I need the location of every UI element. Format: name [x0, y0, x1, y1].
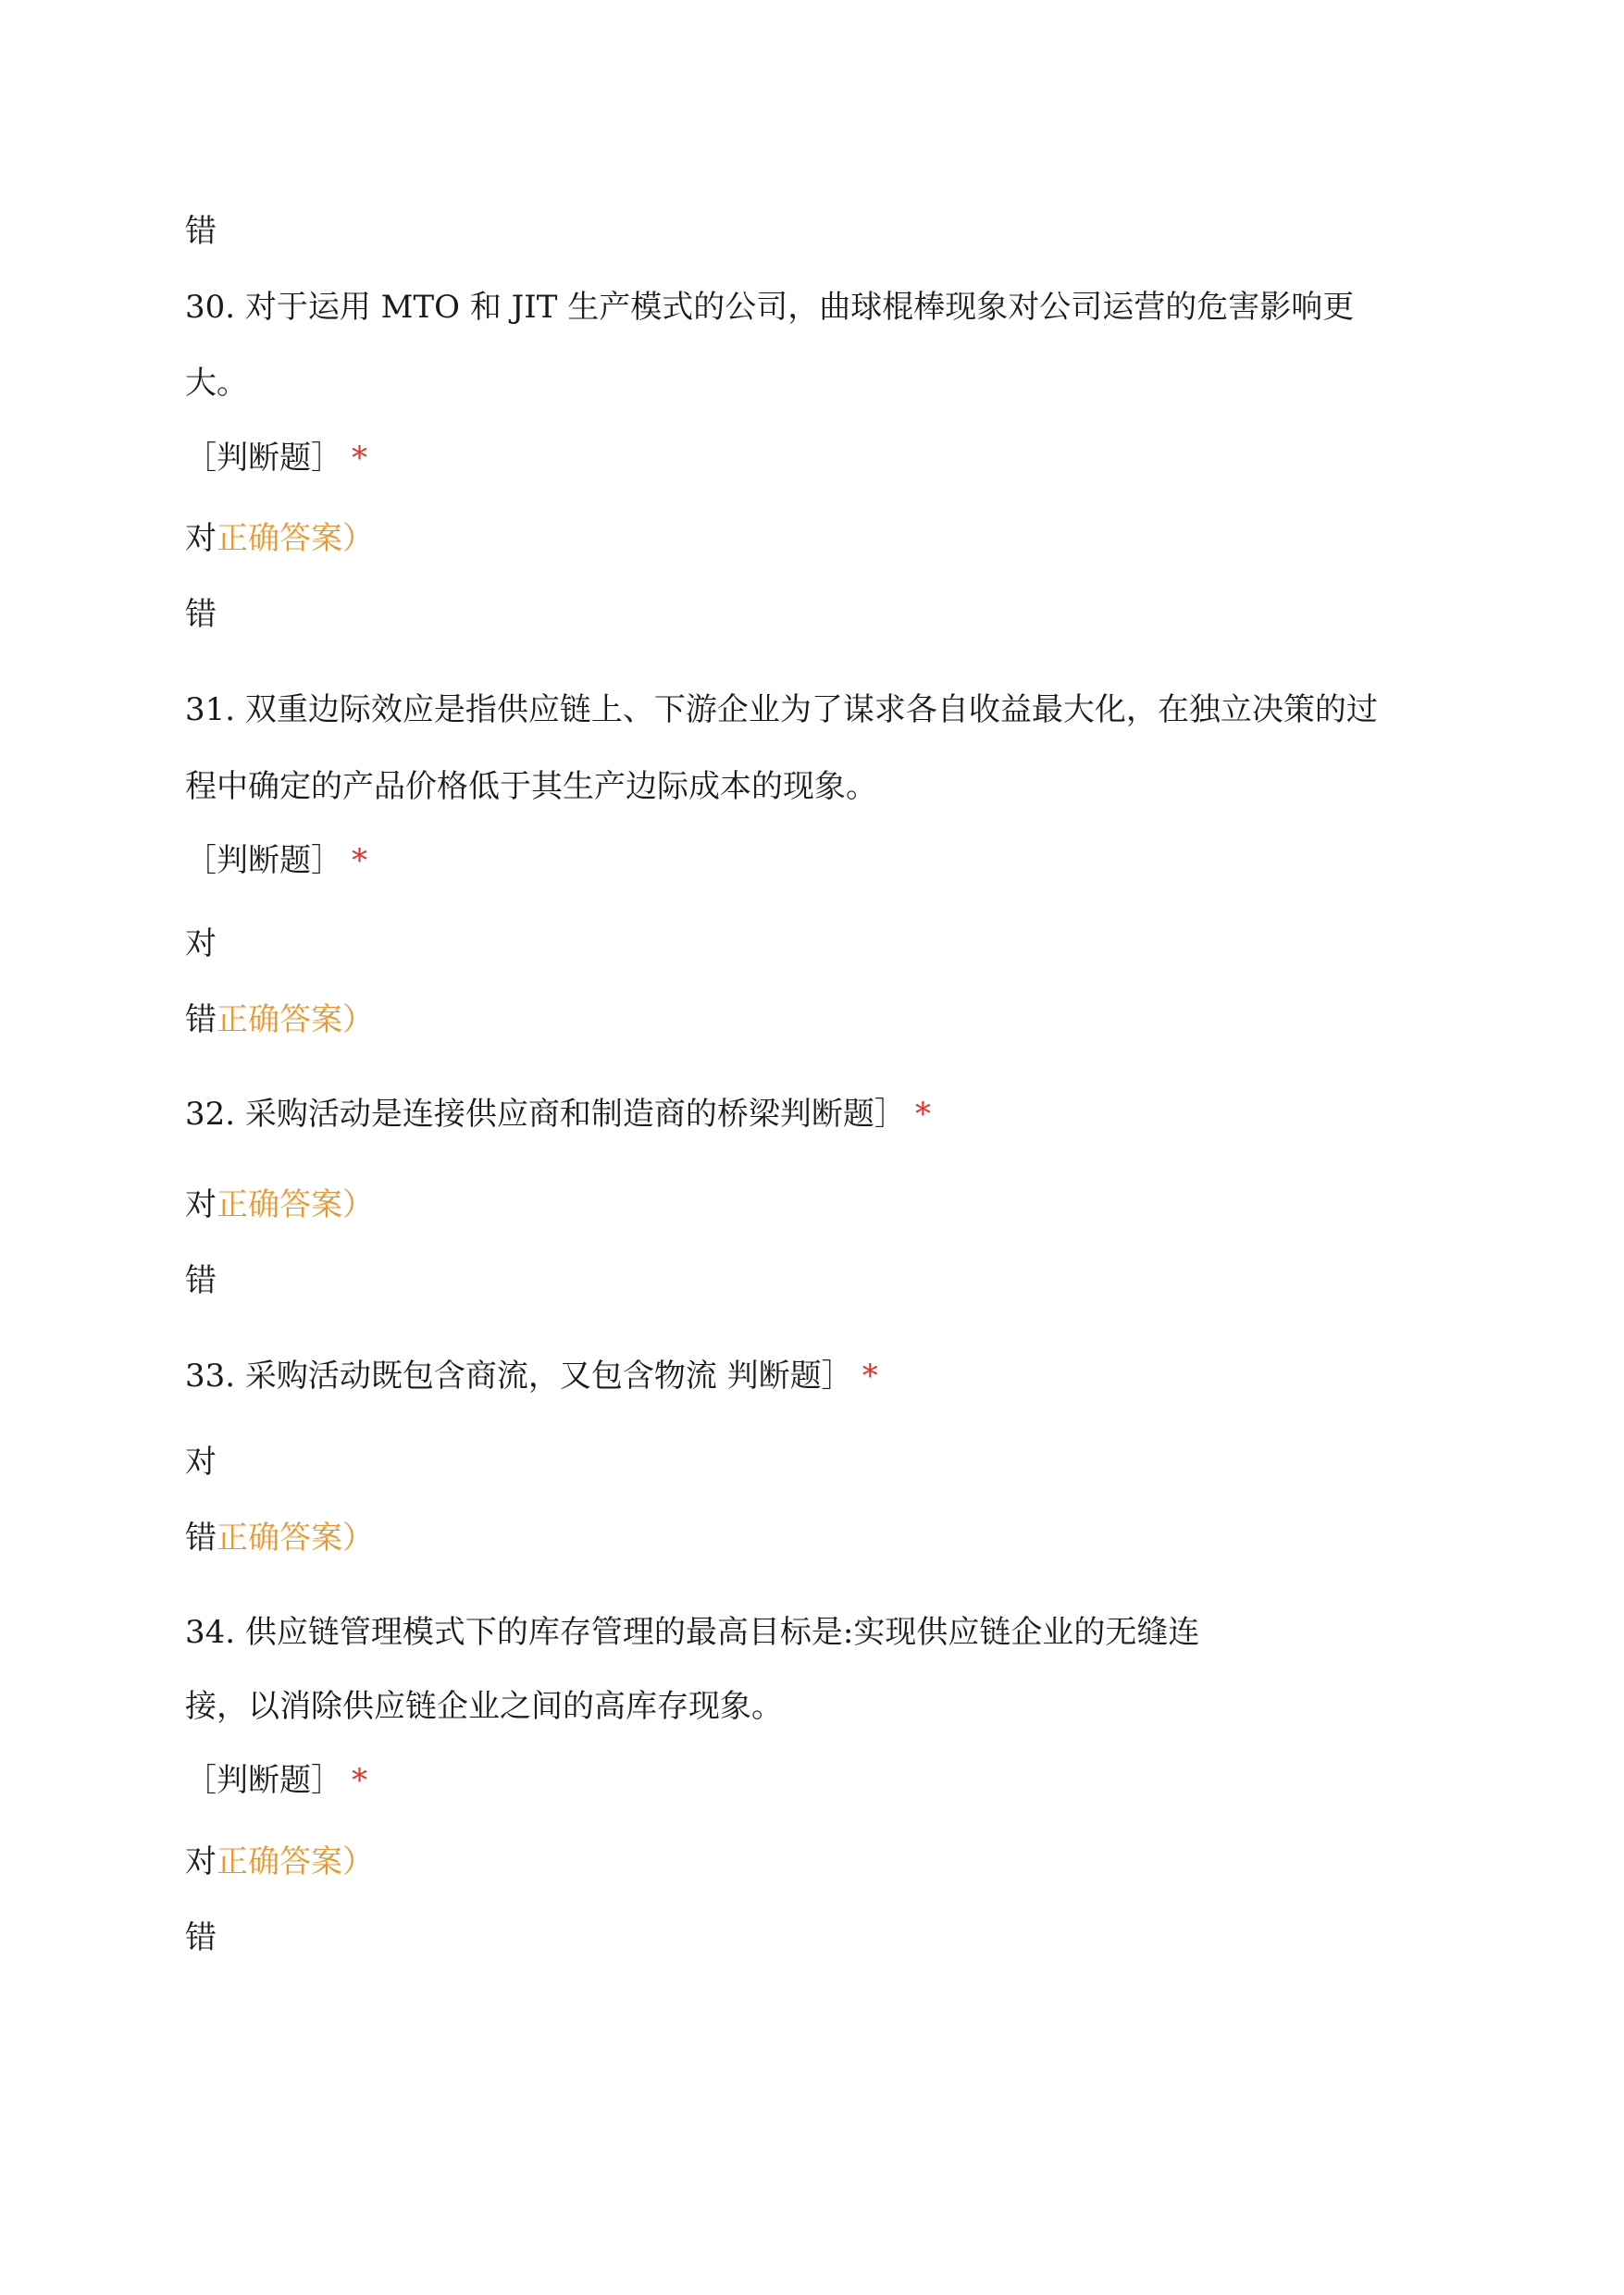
- correct-answer-mark: 正确答案）: [217, 1186, 374, 1223]
- q31-question-line-1: 31. 双重边际效应是指供应链上、下游企业为了谋求各自收益最大化，在独立决策的过: [185, 691, 1378, 728]
- option-label: 错: [185, 1001, 217, 1038]
- option-label: 错: [185, 596, 217, 633]
- required-star-icon: *: [352, 440, 367, 477]
- q30-option-wrong[interactable]: [185, 594, 217, 635]
- option-label: 错: [185, 1919, 217, 1956]
- required-star-icon: *: [352, 1762, 367, 1799]
- q30-question-line-2: 大。: [185, 365, 248, 402]
- option-label: 错: [185, 1262, 217, 1299]
- q33-question-line-1: [185, 1356, 878, 1396]
- option-label: 对: [185, 520, 217, 557]
- q34-option-right[interactable]: [185, 1842, 374, 1882]
- q32-option-wrong[interactable]: [185, 1260, 217, 1301]
- question-type-label: ［判断题］: [185, 440, 342, 477]
- q32-question-line-1: [185, 1094, 931, 1135]
- correct-answer-mark: 正确答案）: [217, 1520, 374, 1557]
- q31-option-wrong[interactable]: [185, 999, 374, 1040]
- q30-question-line-1: 30. 对于运用 MTO 和 JIT 生产模式的公司，曲球棍棒现象对公司运营的危害影响更: [185, 289, 1355, 326]
- option-label: 错: [185, 213, 217, 250]
- correct-answer-mark: 正确答案）: [217, 1843, 374, 1880]
- required-star-icon: *: [862, 1358, 878, 1395]
- question-text: 33. 采购活动既包含商流，又包含物流 判断题］: [185, 1358, 853, 1395]
- q30-type-tag: [185, 438, 367, 478]
- q30-option-right[interactable]: [185, 518, 374, 559]
- question-text: 32. 采购活动是连接供应商和制造商的桥梁判断题］: [185, 1096, 906, 1133]
- q32-option-right[interactable]: [185, 1185, 374, 1225]
- question-type-label: ［判断题］: [185, 842, 342, 879]
- q33-option-wrong[interactable]: [185, 1518, 374, 1558]
- q33-option-right[interactable]: [185, 1442, 217, 1482]
- option-label: 对: [185, 1186, 217, 1223]
- correct-answer-mark: 正确答案）: [217, 1001, 374, 1038]
- q34-question-line-2: 接，以消除供应链企业之间的高库存现象。: [185, 1688, 783, 1725]
- option-label: 对: [185, 1444, 217, 1481]
- option-label: 对: [185, 1843, 217, 1880]
- q34-question-line-1: 34. 供应链管理模式下的库存管理的最高目标是:实现供应链企业的无缝连: [185, 1614, 1200, 1651]
- q29-option-wrong[interactable]: [185, 211, 217, 252]
- option-label: 错: [185, 1520, 217, 1557]
- question-type-label: ［判断题］: [185, 1762, 342, 1799]
- q34-type-tag: [185, 1760, 367, 1801]
- required-star-icon: *: [352, 842, 367, 879]
- correct-answer-mark: 正确答案）: [217, 520, 374, 557]
- q31-option-right[interactable]: [185, 924, 217, 964]
- option-label: 对: [185, 925, 217, 962]
- q31-question-line-2: 程中确定的产品价格低于其生产边际成本的现象。: [185, 768, 877, 805]
- q34-option-wrong[interactable]: [185, 1917, 217, 1958]
- required-star-icon: *: [914, 1096, 931, 1133]
- q31-type-tag: [185, 840, 367, 881]
